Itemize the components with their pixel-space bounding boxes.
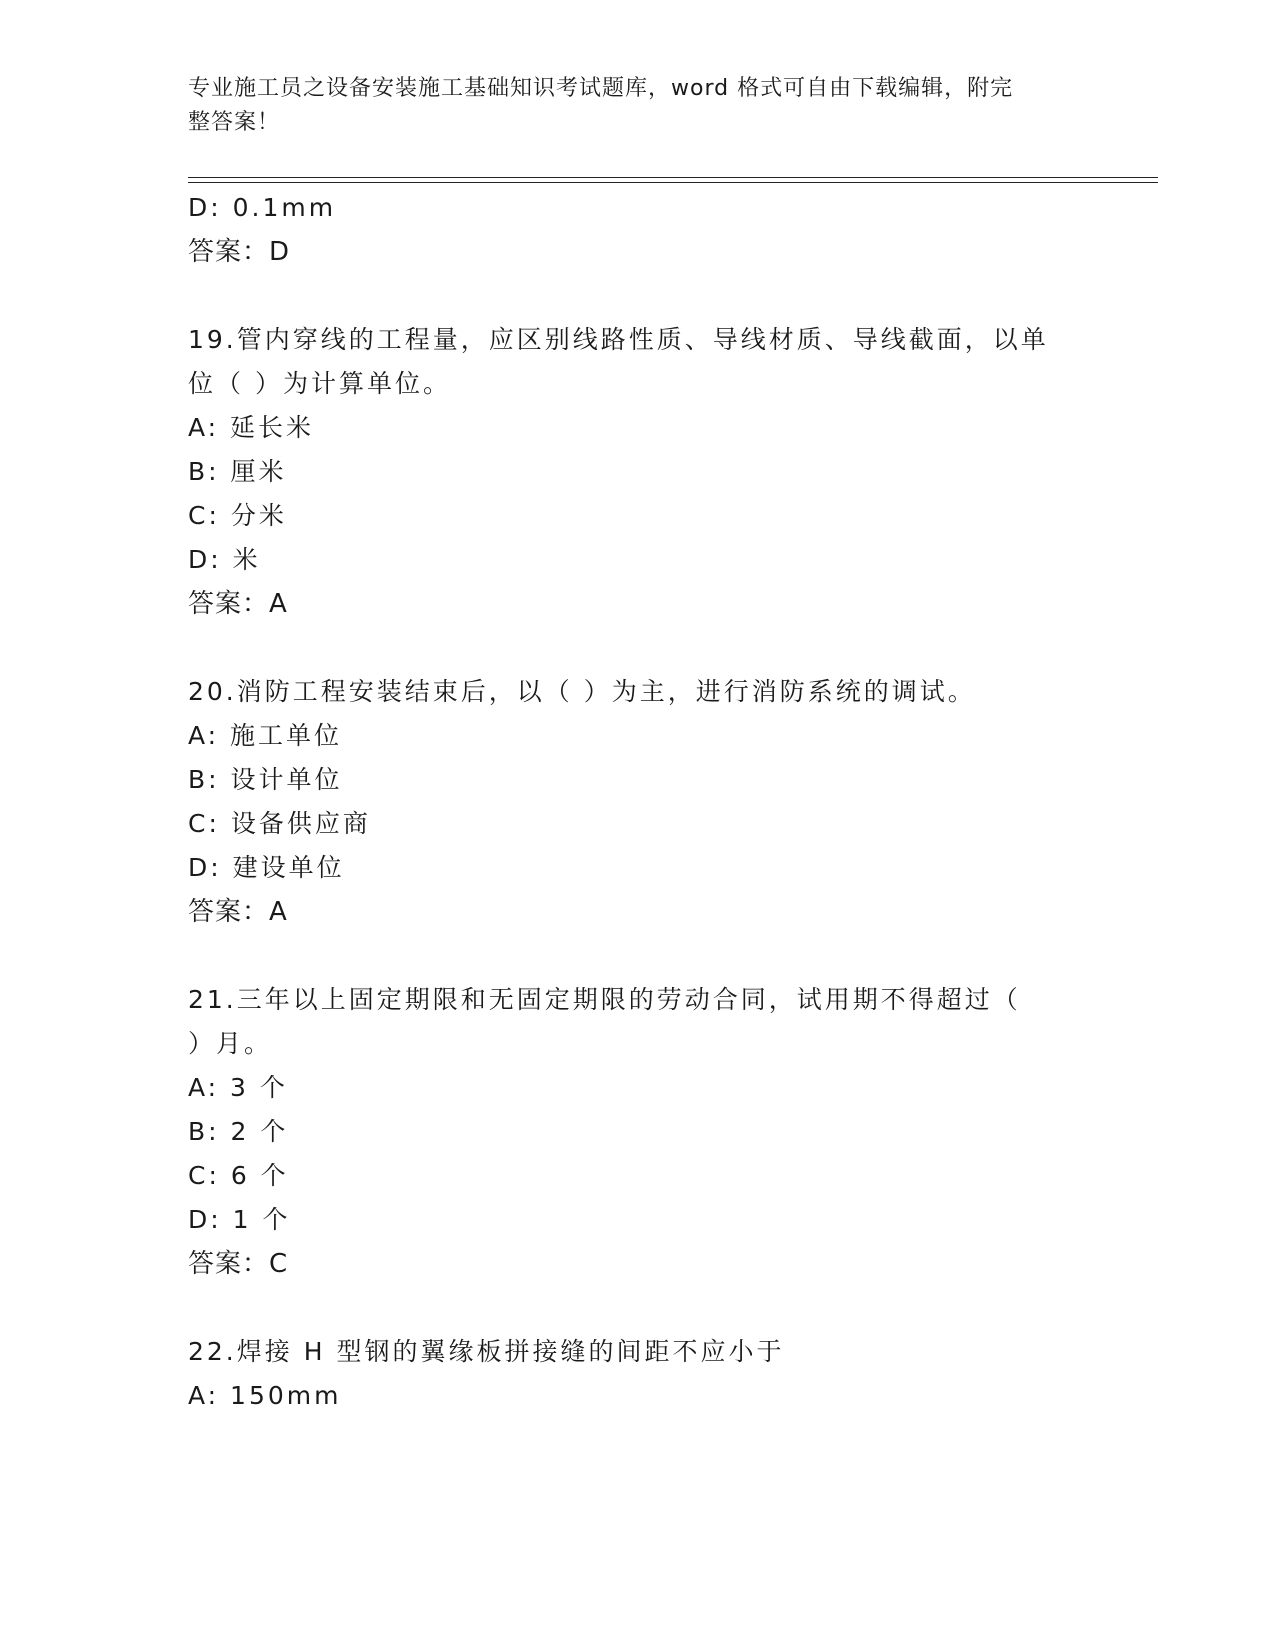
option-d: D: 米: [188, 545, 261, 574]
answer-line: 答案：D: [188, 237, 291, 267]
answer-line: 答案：C: [188, 1249, 289, 1279]
document-header: [188, 72, 1068, 140]
option-d: D: 0.1mm: [188, 193, 337, 222]
option-b: B: 2 个: [188, 1117, 289, 1146]
option-b: B: 厘米: [188, 457, 287, 486]
answer-line: 答案：A: [188, 897, 288, 927]
question-20: 20.消防工程安装结束后，以（ ）为主，进行消防系统的调试。: [188, 677, 976, 706]
question-21-line-1: 21.三年以上固定期限和无固定期限的劳动合同，试用期不得超过（: [188, 985, 1021, 1014]
header-divider-bottom: [188, 182, 1158, 183]
option-a: A: 150mm: [188, 1381, 342, 1410]
question-19-line-2: 位（ ）为计算单位。: [188, 369, 451, 398]
header-divider-top: [188, 177, 1158, 178]
option-a: A: 3 个: [188, 1073, 288, 1102]
option-c: C: 设备供应商: [188, 809, 371, 838]
question-22: 22.焊接 H 型钢的翼缘板拼接缝的间距不应小于: [188, 1337, 785, 1366]
option-d: D: 建设单位: [188, 853, 345, 882]
header-line-1: 专业施工员之设备安装施工基础知识考试题库，word 格式可自由下载编辑，附完: [188, 76, 1014, 101]
option-c: C: 6 个: [188, 1161, 289, 1190]
question-19-line-1: 19.管内穿线的工程量，应区别线路性质、导线材质、导线截面，以单: [188, 325, 1049, 354]
question-21-line-2: ）月。: [188, 1029, 273, 1058]
answer-line: 答案：A: [188, 589, 288, 619]
header-line-2: 整答案！: [188, 110, 281, 135]
option-a: A: 施工单位: [188, 721, 343, 750]
option-b: B: 设计单位: [188, 765, 343, 794]
option-d: D: 1 个: [188, 1205, 291, 1234]
option-a: A: 延长米: [188, 413, 315, 442]
option-c: C: 分米: [188, 501, 287, 530]
